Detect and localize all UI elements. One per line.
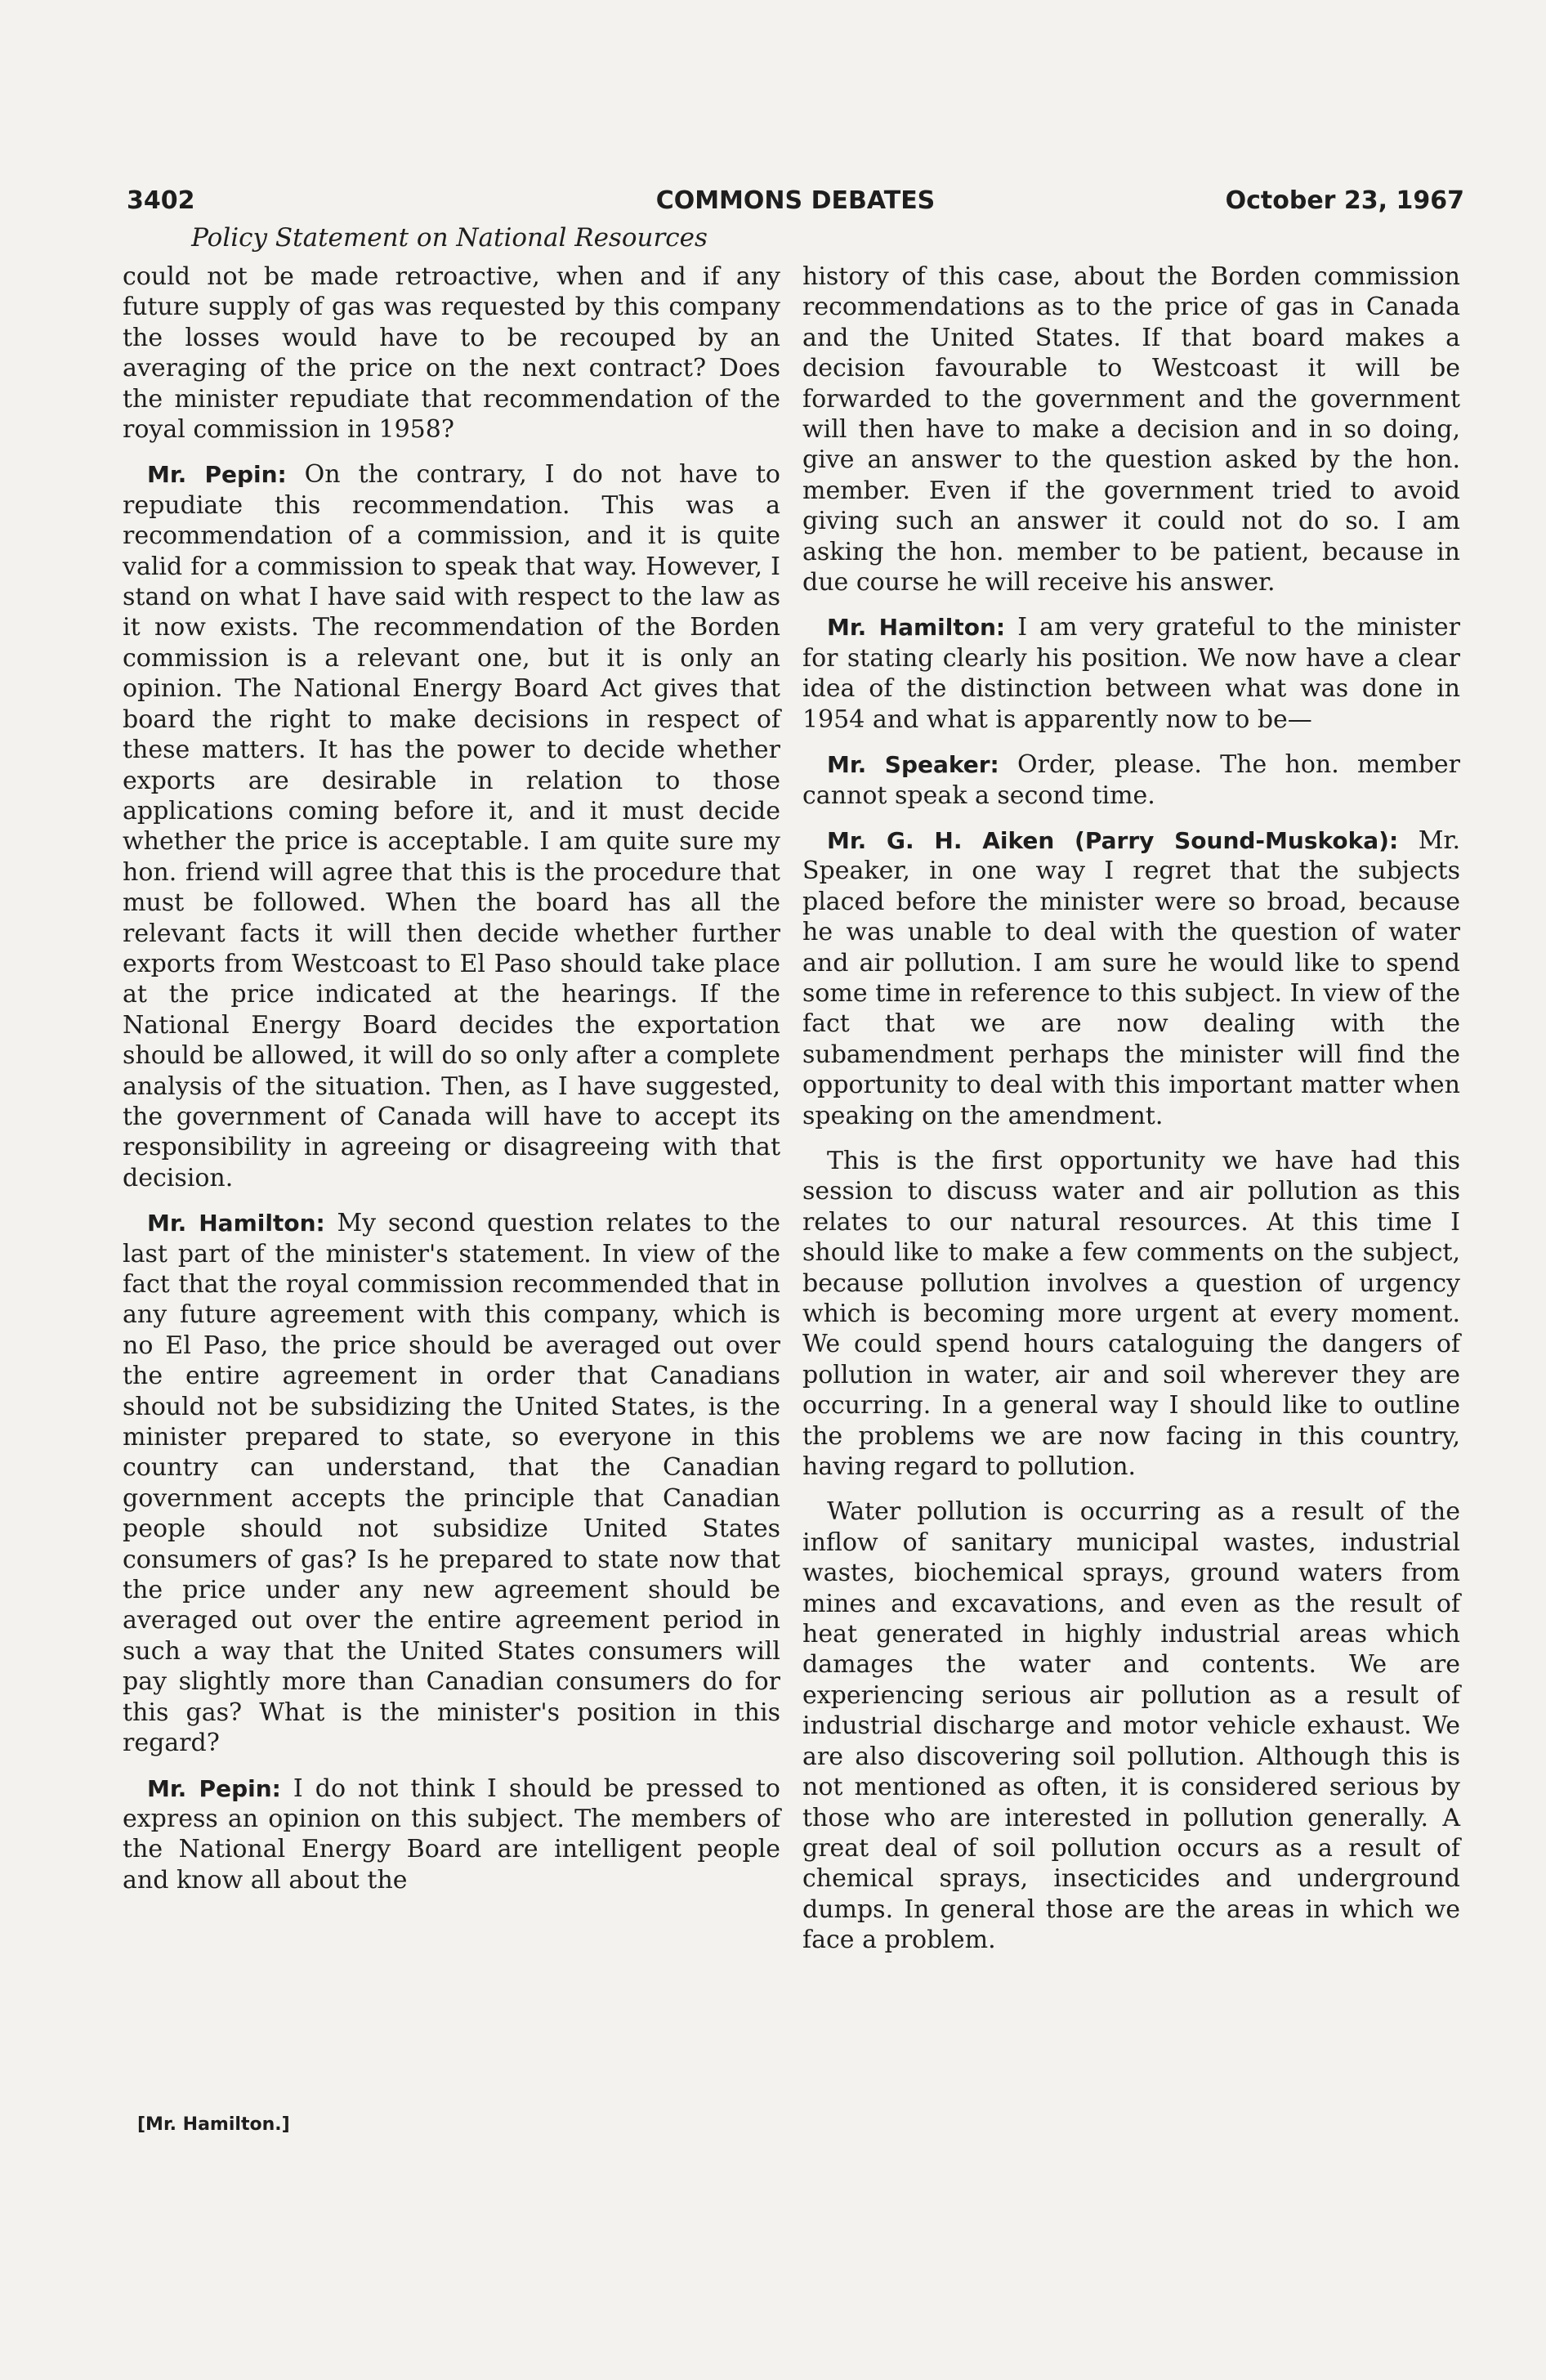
right-column [802, 262, 1460, 1971]
paragraph: Mr. Pepin: On the contrary, I do not have to repudiate this recommendation. This was a recommendation of a commission, and it is quite valid for a commission to speak that way. However, I stand on what I have said with respect to the law as it now exists. The recommendation of the Borden commission is a relevant one, but it is only an opinion. The National Energy Board Act gives that board the right to make decisions in respect of these matters. It has the power to decide whether exports are desirable in relation to those applications coming before it, and it must decide whether the price is acceptable. I am quite sure my hon. friend will agree that this is the procedure that must be followed. When the board has all the relevant facts it will then decide whether further exports from Westcoast to El Paso should take place at the price indicated at the hearings. If the National Energy Board decides the exportation should be allowed, it will do so only after a complete analysis of the situation. Then, as I have suggested, the government of Canada will have to accept its responsibility in agreeing or disagreeing with that decision. [123, 460, 780, 1192]
paragraph: This is the first opportunity we have had this session to discuss water and air pollution as this relates to our natural resources. At this time I should like to make a few comments on the subject, because pollution involves a question of urgency which is becoming more urgent at every moment. We could spend hours cataloguing the dangers of pollution in water, air and soil wherever they are occurring. In a general way I should like to outline the problems we are now facing in this country, having regard to pollution. [802, 1146, 1460, 1482]
paragraph: Mr. Pepin: I do not think I should be pressed to express an opinion on this subject. The members of the National Energy Board are intelligent people and know all about the [123, 1774, 780, 1895]
section-subtitle: Policy Statement on National Resources [191, 223, 708, 253]
paragraph: Mr. Hamilton: I am very grateful to the minister for stating clearly his position. We now have a clear idea of the distinction between what was done in 1954 and what is apparently now to be— [802, 613, 1461, 734]
speaker-name: Mr. Hamilton: [827, 614, 1006, 642]
paragraph: Mr. Speaker: Order, please. The hon. member cannot speak a second time. [802, 750, 1460, 810]
paragraph: Mr. Hamilton: My second question relates to the last part of the minister's statement. In view of the fact that the royal commission recommended that in any future agreement with this company, which is no El Paso, the price should be averaged out over the entire agreement in order that Canadians should not be subsidizing the United States, is the minister prepared to state, so everyone in this country can understand, that the Canadian government accepts the principle that Canadian people should not subsidize United States consumers of gas? Is he prepared to state now that the price under any new agreement should be averaged out over the entire agreement period in such a way that the United States consumers will pay slightly more than Canadian consumers do for this gas? What is the minister's position in this regard? [123, 1209, 780, 1758]
page-number: 3402 [127, 186, 195, 215]
footnote: [Mr. Hamilton.] [137, 2114, 290, 2135]
paragraph: could not be made retroactive, when and if any future supply of gas was requested by this company the losses would have to be recouped by an averaging of the price on the next contract? Does the minister repudiate that recommendation of the royal commission in 1958? [123, 262, 780, 445]
speaker-name: Mr. G. H. Aiken (Parry Sound-Muskoka): [827, 826, 1399, 854]
issue-date: October 23, 1967 [1225, 186, 1464, 215]
paragraph: history of this case, about the Borden commission recommendations as to the price of gas in Canada and the United States. If that board makes a decision favourable to Westcoast it will be forwarded to the government and the government will then have to make a decision and in so doing, give an answer to the question asked by the hon. member. Even if the government tried to avoid giving such an answer it could not do so. I am asking the hon. member to be patient, because in due course he will receive his answer. [802, 262, 1460, 597]
speaker-name: Mr. Pepin: [147, 461, 287, 489]
paragraph: Mr. G. H. Aiken (Parry Sound-Muskoka): Mr. Speaker, in one way I regret that the subjects placed before the minister were so broad, because he was unable to deal with the question of water and air pollution. I am sure he would like to spend some time in reference to this subject. In view of the fact that we are now dealing with the subamendment perhaps the minister will find the opportunity to deal with this important matter when speaking on the amendment. [802, 825, 1460, 1130]
publication-title: COMMONS DEBATES [655, 186, 936, 215]
paragraph: Water pollution is occurring as a result of the inflow of sanitary municipal wastes, industrial wastes, biochemical sprays, ground waters from mines and excavations, and even as the result of heat generated in highly industrial areas which damages the water and contents. We are experiencing serious air pollution as a result of industrial discharge and motor vehicle exhaust. We are also discovering soil pollution. Although this is not mentioned as often, it is considered serious by those who are interested in pollution generally. A great deal of soil pollution occurs as a result of chemical sprays, insecticides and underground dumps. In general those are the areas in which we face a problem. [802, 1497, 1460, 1955]
speaker-name: Mr. Pepin: [147, 1774, 281, 1802]
speaker-name: Mr. Speaker: [827, 751, 999, 779]
left-column [123, 262, 780, 1910]
running-header [127, 186, 1464, 222]
speaker-name: Mr. Hamilton: [147, 1210, 325, 1237]
